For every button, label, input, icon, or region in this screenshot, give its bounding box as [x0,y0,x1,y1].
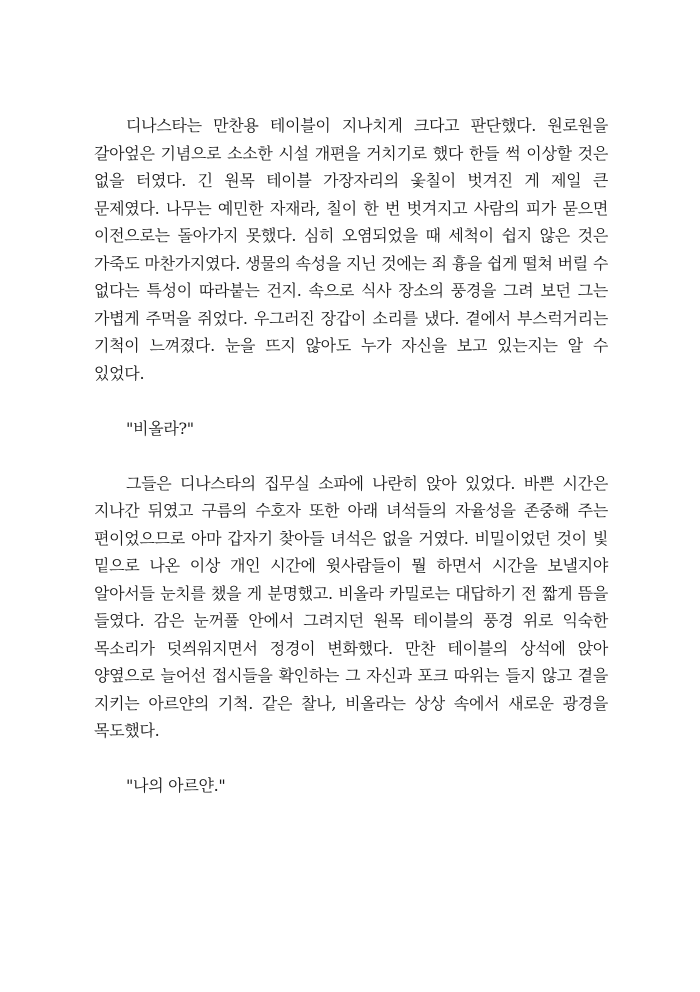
paragraph-spacer [94,442,608,470]
document-body [94,112,608,800]
paragraph-1: 디나스타는 만찬용 테이블이 지나치게 크다고 판단했다. 원로원을 갈아엎은 기념으로 소소한 시설 개편을 거치기로 했다 한들 썩 이상할 것은 없을 터였다. 긴 원목 테이블 가장자리의 옻칠이 벗겨진 게 제일 큰 문제였다. 나무는 예민한 자재라, 칠이 한 번 벗겨지고 사람의 피가 묻으면 이전으로는 돌아가지 못했다. 심히 오염되었을 때 세척이 쉽지 않은 것은 가죽도 마찬가지였다. 생물의 속성을 지닌 것에는 죄 흉을 쉽게 떨쳐 버릴 수 없다는 특성이 따라붙는 건지. 속으로 식사 장소의 풍경을 그려 보던 그는 가볍게 주먹을 쥐었다. 우그러진 장갑이 소리를 냈다. 곁에서 부스럭거리는 기척이 느껴졌다. 눈을 뜨지 않아도 누가 자신을 보고 있는지는 알 수 있었다. [94,116,608,383]
dialogue-2: "나의 아르얀." [126,776,226,795]
paragraph-spacer [94,387,608,415]
paragraph-spacer [94,745,608,773]
dialogue-1: "비올라?" [126,418,194,438]
paragraph-2: 그들은 디나스타의 집무실 소파에 나란히 앉아 있었다. 바쁜 시간은 지나간 뒤였고 구름의 수호자 또한 아래 녀석들의 자율성을 존중해 주는 편이었으므로 아마 갑자기 찾아들 녀석은 없을 거였다. 비밀이었던 것이 빛 밑으로 나온 이상 개인 시간에 윗사람들이 뭘 하면서 시간을 보낼지야 알아서들 눈치를 챘을 게 분명했고. 비올라 카밀로는 대답하기 전 짧게 뜸을 들였다. 감은 눈꺼풀 안에서 그려지던 원목 테이블의 풍경 위로 익숙한 목소리가 덧씌워지면서 정경이 변화했다. 만찬 테이블의 상석에 앉아 양옆으로 늘어선 접시들을 확인하는 그 자신과 포크 따위는 들지 않고 곁을 지키는 아르얀의 기척. 같은 찰나, 비올라는 상상 속에서 새로운 광경을 목도했다. [94,473,608,740]
